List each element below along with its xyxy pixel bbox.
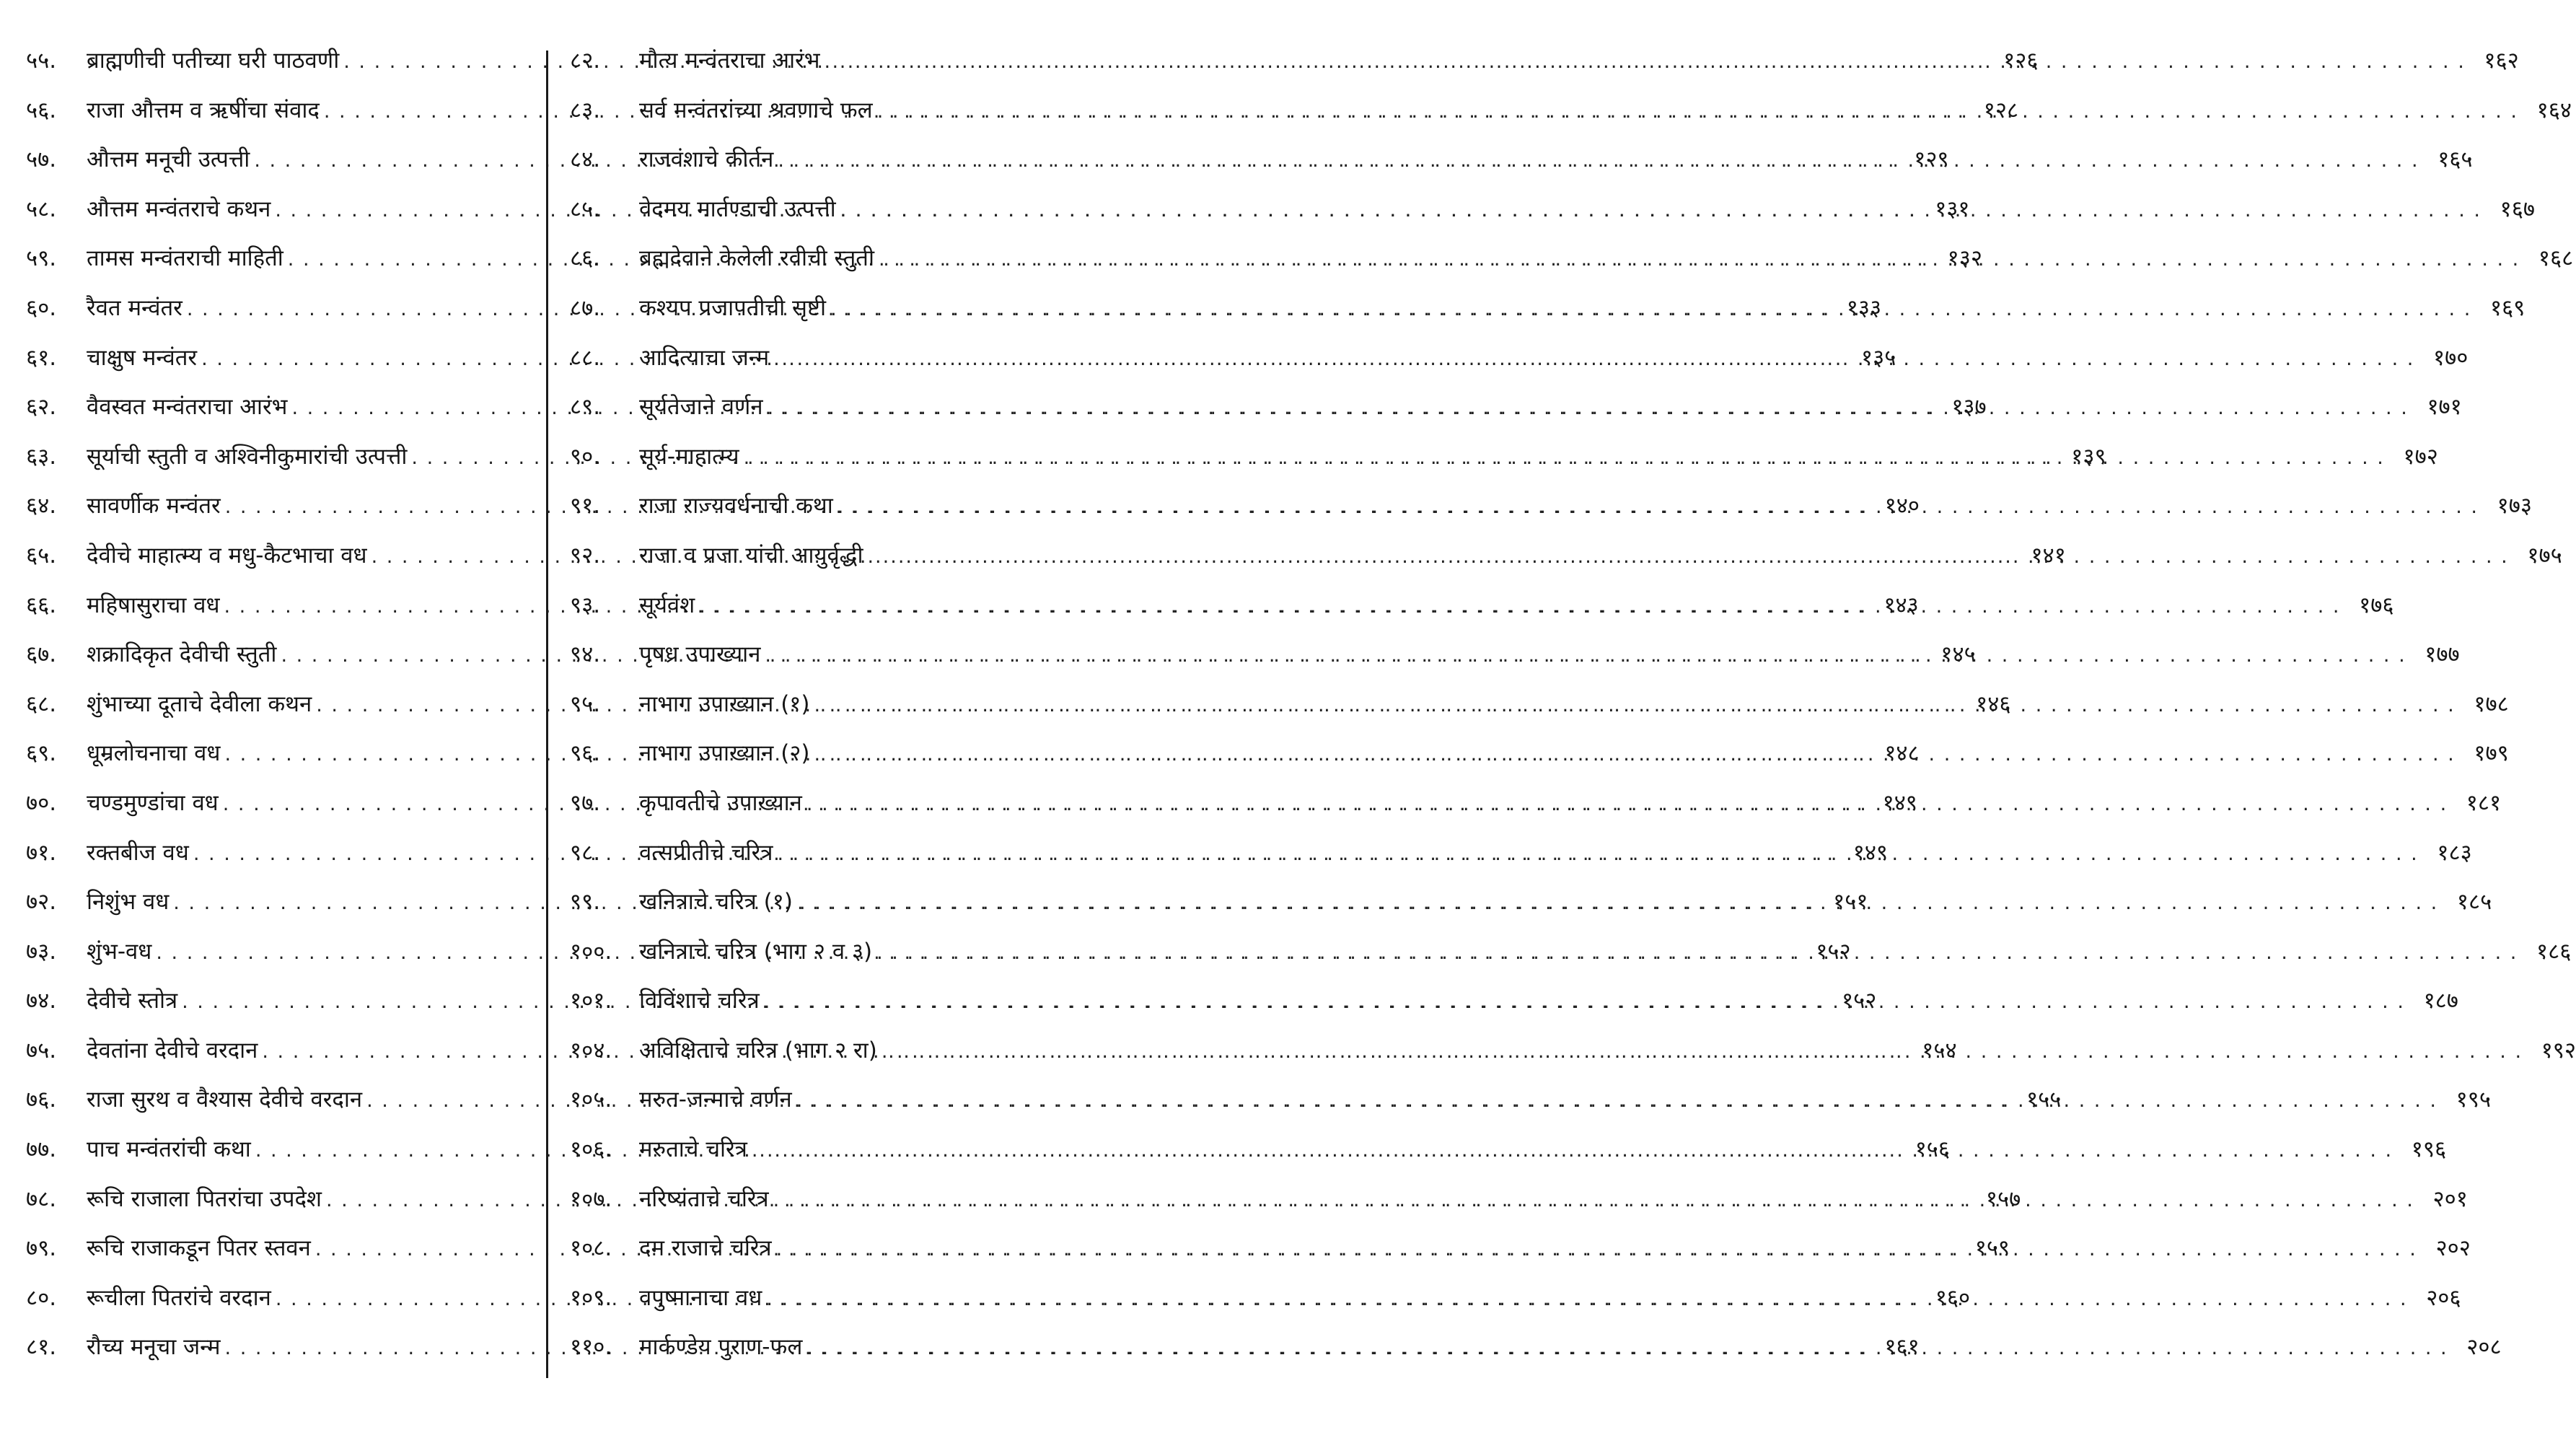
dot-leader xyxy=(882,1027,2523,1077)
page-number: १२९ xyxy=(1914,146,1949,173)
dot-leader xyxy=(797,879,2438,929)
page-number: २०६ xyxy=(2426,1284,2461,1311)
page-number: १७० xyxy=(2433,344,2469,371)
page-number: १८१ xyxy=(2466,789,2502,816)
chapter-number: १०८. xyxy=(570,1235,612,1262)
page-number: १४८ xyxy=(1884,740,1920,767)
chapter-number: ५८. xyxy=(26,196,57,222)
chapter-number: ९२. xyxy=(570,542,601,569)
chapter-title: चण्डमुण्डांचा वध xyxy=(87,789,219,816)
chapter-number: ८७. xyxy=(570,294,601,321)
page-number: १५९ xyxy=(1974,1235,2010,1262)
chapter-number: १०५. xyxy=(570,1087,612,1113)
chapter-title: मार्कण्डेय पुराण-फल xyxy=(639,1334,803,1361)
page-number: १५६ xyxy=(1915,1136,1951,1163)
dot-leader xyxy=(838,483,2479,532)
page-number: १४० xyxy=(1884,493,1920,519)
dot-leader xyxy=(806,780,2448,830)
chapter-title: राजा व प्रजा यांची आयुर्वृद्धी xyxy=(639,542,863,569)
page-number: १७८ xyxy=(2474,690,2509,717)
chapter-title: शुंभाच्या दूताचे देवीला कथन xyxy=(87,690,312,717)
chapter-number: ६५. xyxy=(26,542,57,569)
page-number: १२८ xyxy=(1983,97,2019,123)
chapter-number: ६२. xyxy=(26,394,57,421)
chapter-title: नाभाग उपाख्यान (१) xyxy=(639,690,810,717)
chapter-number: ७८. xyxy=(26,1185,57,1212)
dot-leader xyxy=(752,1126,2393,1176)
page-number: १८७ xyxy=(2423,988,2458,1014)
page-number: १८३ xyxy=(2437,839,2472,866)
chapter-title: औत्तम मनूची उत्पत्ती xyxy=(87,146,250,173)
chapter-title: मौत्य मन्वंतराचा आरंभ xyxy=(639,48,820,74)
page-number: १९५ xyxy=(2456,1087,2492,1113)
column-divider xyxy=(546,51,548,1378)
chapter-title: नरिष्यंताचे चरित्र xyxy=(639,1185,769,1212)
chapter-title: कश्यप प्रजापतीची सृष्टी xyxy=(639,294,827,321)
chapter-title: रूचि राजाकडून पितर स्तवन xyxy=(87,1235,311,1262)
page-number: १३३ xyxy=(1846,294,1882,321)
page-number: १५१ xyxy=(1833,889,1868,916)
chapter-title: ब्राह्मणीची पतीच्या घरी पाठवणी xyxy=(87,48,340,74)
chapter-title: धूम्रलोचनाचा वध xyxy=(87,740,221,767)
page-number: १४९ xyxy=(1852,839,1889,866)
chapter-title: सर्व मन्वंतरांच्या श्रवणाचे फल xyxy=(639,97,873,123)
page-number: १४६ xyxy=(1976,690,2011,717)
chapter-number: ५७. xyxy=(26,146,57,173)
page-number: १७७ xyxy=(2425,641,2460,668)
page-number: १६९ xyxy=(2489,294,2526,321)
chapter-number: ७१. xyxy=(26,839,57,866)
chapter-title: राजा औत्तम व ऋषींचा संवाद xyxy=(87,97,320,123)
chapter-title: ब्रह्मदेवाने केलेली रवीची स्तुती xyxy=(639,245,874,272)
page-number: १७६ xyxy=(2359,592,2394,618)
chapter-title: देवीचे माहात्म्य व मधु-कैटभाचा वध xyxy=(87,542,367,569)
chapter-title: वपुष्मानाचा वध xyxy=(639,1284,762,1311)
dot-leader xyxy=(814,730,2456,780)
chapter-number: ९८. xyxy=(570,839,601,866)
chapter-title: निशुंभ वध xyxy=(87,889,170,916)
chapter-title: राजा राज्यवर्धनाची कथा xyxy=(639,493,833,519)
chapter-title: पाच मन्वंतरांची कथा xyxy=(87,1136,251,1163)
dot-leader xyxy=(773,335,2414,385)
page-number: १६० xyxy=(1935,1284,1971,1311)
page-number: १६१ xyxy=(1884,1334,1920,1361)
chapter-title: वत्सप्रीतीचे चरित्र xyxy=(639,839,773,866)
page-number: १३७ xyxy=(1951,394,1987,421)
chapter-number: ६४. xyxy=(26,493,57,519)
chapter-title: वेदमय मार्तण्डाची उत्पत्ती xyxy=(639,196,836,222)
page-number: १९२ xyxy=(2541,1037,2576,1063)
page-number: १३५ xyxy=(1860,344,1896,371)
chapter-number: ६०. xyxy=(26,294,57,321)
dot-leader xyxy=(806,1324,2448,1374)
page-number: २०८ xyxy=(2466,1334,2502,1361)
dot-leader xyxy=(825,38,2466,87)
chapter-number: ६६. xyxy=(26,592,57,618)
chapter-title: मरुत-जन्माचे वर्णन xyxy=(639,1087,792,1113)
chapter-number: ८३. xyxy=(570,97,601,123)
chapter-title: देवीचे स्तोत्र xyxy=(87,988,178,1014)
page-number: १६४ xyxy=(2536,97,2572,123)
dot-leader xyxy=(766,1275,2407,1325)
chapter-number: ५९. xyxy=(26,245,57,272)
chapter-title: अविक्षिताचे चरित्र (भाग २ रा) xyxy=(639,1037,877,1063)
chapter-title: रूचीला पितरांचे वरदान xyxy=(87,1284,271,1311)
chapter-number: ६७. xyxy=(26,641,57,668)
page-number: १५७ xyxy=(1985,1185,2021,1212)
page-number: १७३ xyxy=(2497,493,2533,519)
chapter-number: ७२. xyxy=(26,889,57,916)
chapter-number: ७०. xyxy=(26,789,57,816)
chapter-title: मरुताचे चरित्र xyxy=(639,1136,747,1163)
chapter-title: वैवस्वत मन्वंतराचा आरंभ xyxy=(87,394,288,421)
dot-leader xyxy=(814,681,2456,731)
chapter-title: देवतांना देवीचे वरदान xyxy=(87,1037,258,1063)
chapter-number: ६३. xyxy=(26,443,57,470)
page-number: १५५ xyxy=(2026,1087,2062,1113)
chapter-number: ६९. xyxy=(26,740,57,767)
page-number: १३२ xyxy=(1947,245,1983,272)
chapter-number: ९७. xyxy=(570,789,601,816)
page-number: १३१ xyxy=(1935,196,1970,222)
page-number: १३९ xyxy=(2071,443,2106,470)
chapter-number: ८२. xyxy=(570,48,601,74)
page-number: १४५ xyxy=(1940,641,1976,668)
chapter-title: विविंशाचे चरित्र xyxy=(639,988,760,1014)
page-number: १४९ xyxy=(1882,789,1917,816)
dot-leader xyxy=(765,631,2406,681)
chapter-number: १०९. xyxy=(570,1284,612,1311)
dot-leader xyxy=(778,136,2419,186)
chapter-title: रक्तबीज वध xyxy=(87,839,189,866)
chapter-number: ८९. xyxy=(570,394,601,421)
chapter-number: १०६. xyxy=(570,1136,612,1163)
chapter-title: चाक्षुष मन्वंतर xyxy=(87,344,198,371)
dot-leader xyxy=(744,434,2385,483)
page-number: १८५ xyxy=(2456,889,2492,916)
page-number: १६८ xyxy=(2538,245,2574,272)
chapter-title: शुंभ-वध xyxy=(87,938,152,965)
page-number: १५२ xyxy=(1816,938,1851,965)
chapter-title: पृषध्र उपाख्यान xyxy=(639,641,761,668)
chapter-title: कृपावतीचे उपाख्यान xyxy=(639,789,802,816)
dot-leader xyxy=(768,384,2409,434)
chapter-number: ७३. xyxy=(26,938,57,965)
chapter-title: सूर्यतेजाने वर्णन xyxy=(639,394,763,421)
page-number: २०२ xyxy=(2435,1235,2471,1262)
chapter-number: ९५. xyxy=(570,690,601,717)
page-number: २०१ xyxy=(2432,1185,2468,1212)
chapter-number: ८०. xyxy=(26,1284,57,1311)
page-number: १७१ xyxy=(2427,394,2462,421)
chapter-title: रौच्य मनूचा जन्म xyxy=(87,1334,221,1361)
chapter-title: सूर्यवंश xyxy=(639,592,695,618)
chapter-number: १०४. xyxy=(570,1037,612,1063)
page-number: १४१ xyxy=(2031,542,2066,569)
chapter-number: ७७. xyxy=(26,1136,57,1163)
chapter-title: सावर्णीक मन्वंतर xyxy=(87,493,221,519)
page-number: १७९ xyxy=(2474,740,2509,767)
chapter-number: ८६. xyxy=(570,245,601,272)
page-number: १८६ xyxy=(2536,938,2572,965)
chapter-title: तामस मन्वंतराची माहिती xyxy=(87,245,283,272)
dot-leader xyxy=(777,830,2418,880)
chapter-title: रैवत मन्वंतर xyxy=(87,294,183,321)
page-number: १२६ xyxy=(2003,48,2039,74)
chapter-number: ७५. xyxy=(26,1037,57,1063)
chapter-title: राजवंशाचे कीर्तन xyxy=(639,146,774,173)
chapter-number: ११०. xyxy=(570,1334,612,1361)
chapter-number: ८५. xyxy=(570,196,601,222)
dot-leader xyxy=(877,87,2518,137)
page-number: १६७ xyxy=(2500,196,2535,222)
page-number: १७२ xyxy=(2403,443,2438,470)
dot-leader xyxy=(796,1076,2437,1126)
page-number: १७५ xyxy=(2527,542,2562,569)
dot-leader xyxy=(699,582,2340,632)
chapter-number: ९१. xyxy=(570,493,601,519)
chapter-number: ९०. xyxy=(570,443,601,470)
chapter-number: ९९. xyxy=(570,889,601,916)
chapter-number: १००. xyxy=(570,938,612,965)
page-number: १५४ xyxy=(1922,1037,1957,1063)
chapter-number: ७६. xyxy=(26,1087,57,1113)
chapter-title: राजा सुरथ व वैश्यास देवीचे वरदान xyxy=(87,1087,363,1113)
chapter-title: खनित्राचे चरित्र (१) xyxy=(639,889,793,916)
chapter-number: ९६. xyxy=(570,740,601,767)
chapter-number: ६१. xyxy=(26,344,57,371)
chapter-number: १०७. xyxy=(570,1185,612,1212)
chapter-title: नाभाग उपाख्यान (२) xyxy=(639,740,810,767)
page-number: १६५ xyxy=(2437,146,2473,173)
chapter-title: महिषासुराचा वध xyxy=(87,592,220,618)
chapter-number: ५६. xyxy=(26,97,57,123)
chapter-number: ६८. xyxy=(26,690,57,717)
page-number: १४३ xyxy=(1883,592,1919,618)
chapter-number: ९४. xyxy=(570,641,601,668)
page-number: १५२ xyxy=(1842,988,1877,1014)
dot-leader xyxy=(876,929,2518,978)
chapter-number: ७९. xyxy=(26,1235,57,1262)
dot-leader xyxy=(830,285,2471,335)
page-number: १९६ xyxy=(2411,1136,2447,1163)
chapter-number: ५५. xyxy=(26,48,57,74)
chapter-number: ७४. xyxy=(26,988,57,1014)
dot-leader xyxy=(776,1225,2417,1275)
chapter-title: खनित्राचे चरित्र (भाग २ व ३) xyxy=(639,938,873,965)
dot-leader xyxy=(773,1176,2414,1226)
chapter-number: ८८. xyxy=(570,344,601,371)
chapter-title: शक्रादिकृत देवीची स्तुती xyxy=(87,641,277,668)
chapter-number: १०१. xyxy=(570,988,612,1014)
chapter-title: रूचि राजाला पितरांचा उपदेश xyxy=(87,1185,322,1212)
chapter-title: औत्तम मन्वंतराचे कथन xyxy=(87,196,271,222)
chapter-title: दम राजाचे चरित्र xyxy=(639,1235,772,1262)
chapter-title: सूर्याची स्तुती व अश्विनीकुमारांची उत्पत्ती xyxy=(87,443,408,470)
dot-leader xyxy=(867,532,2508,582)
dot-leader xyxy=(764,978,2405,1027)
chapter-title: आदित्याचा जन्म xyxy=(639,344,770,371)
page-number: १६२ xyxy=(2484,48,2519,74)
chapter-title: सूर्य-माहात्म्य xyxy=(639,443,739,470)
chapter-number: ८१. xyxy=(26,1334,57,1361)
dot-leader xyxy=(840,186,2482,236)
chapter-number: ८४. xyxy=(570,146,601,173)
chapter-number: ९३. xyxy=(570,592,601,618)
dot-leader xyxy=(879,235,2520,285)
